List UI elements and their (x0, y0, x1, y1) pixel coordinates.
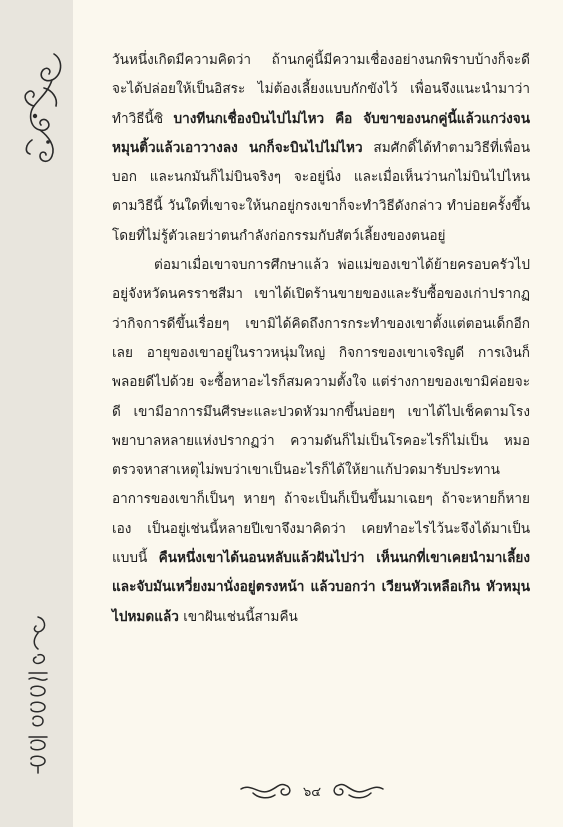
scroll-swirl-icon (239, 781, 297, 801)
page-body (112, 46, 530, 632)
floral-ornament-icon (18, 48, 64, 168)
text-run: วันหนึ่งเกิดมีความคิดว่า ถ้านกคู่นี้มีความเชื่องอย่างนกพิราบบ้างก็จะดี จะได้ปล่อยให้เป็นอิสระ ไม่ต้องเลี้ยงแบบกักขังไว้ เพื่อนจึงแนะนำมาว่า ทำวิธีนี้ซิ (112, 52, 530, 127)
text-run: ต่อมาเมื่อเขาจบการศึกษาแล้ว พ่อแม่ของเขาได้ย้ายครอบครัวไปอยู่จังหวัดนครราชสีมา เขาได้เปิดร้านขายของและรับซื้อของเก่าปรากฏว่ากิจการดีขึ้นเรื่อยๆ เขามิได้คิดถึงการกระทำของเขาตั้งแต่ตอนเด็กอีกเลย อายุของเขาอยู่ในราวหนุ่มใหญ่ กิจการของเขาเจริญดี การเงินก็พลอยดีไปด้วย จะซื้อหาอะไรก็สมความตั้งใจ แต่ร่างกายของเขามิค่อยจะดี เขามีอาการมึนศีรษะและปวดหัวมากขึ้นบ่อยๆ เขาได้ไปเช็คตามโรงพยาบาลหลายแห่งปรากฏว่า ความดันก็ไม่เป็นโรคอะไรก็ไม่เป็น หมอตรวจหาสาเหตุไม่พบว่าเขาเป็นอะไรก็ได้ให้ยาแก้ปวดมารับประทาน อาการของเขาก็เป็นๆ หายๆ ถ้าจะเป็นก็เป็นขึ้นมาเฉยๆ ถ้าจะหายก็หายเอง เป็นอยู่เช่นนี้หลายปีเขาจึงมาคิดว่า เคยทำอะไรไว้นะจึงได้มาเป็นแบบนี้ (112, 257, 530, 567)
page-footer (232, 780, 392, 802)
page-number: ๖๔ (302, 784, 322, 800)
text-run: เขาฝันเช่นนี้สามคืน (178, 608, 298, 625)
bold-text-run: บางทีนกเชื่องบินไปไม่ไหว คือ จับขาของนกคู่นี้แล้วแกว่งจนหมุนติ้วแล้วเอาวางลง นกก็จะบินไปไม่ไหว (112, 110, 530, 156)
side-label-logo (25, 615, 51, 775)
paragraph (112, 46, 530, 251)
scroll-swirl-icon (327, 781, 385, 801)
text-run: สมศักดิ์ได้ทำตามวิธีที่เพื่อนบอก และนกมันก็ไม่บินจริงๆ จะอยู่นิ่ง และเมื่อเห็นว่านกไม่บินไปไหนตามวิธีนี้ วันใดที่เขาจะให้นกอยู่กรงเขาก็จะทำวิธีดังกล่าว ทำบ่อยครั้งขึ้นโดยที่ไม่รู้ตัวเลยว่าตนกำลังก่อกรรมกับสัตว์เลี้ยงของตนอยู่ (112, 139, 530, 244)
bold-text-run: คืนหนึ่งเขาได้นอนหลับแล้วฝันไปว่า เห็นนกที่เขาเคยนำมาเลี้ยงและจับมันเหวี่ยงมานั่งอยู่ตรงหน้า แล้วบอกว่า เวียนหัวเหลือเกิน หัวหมุนไปหมดแล้ว (112, 550, 530, 625)
paragraph (112, 251, 530, 632)
